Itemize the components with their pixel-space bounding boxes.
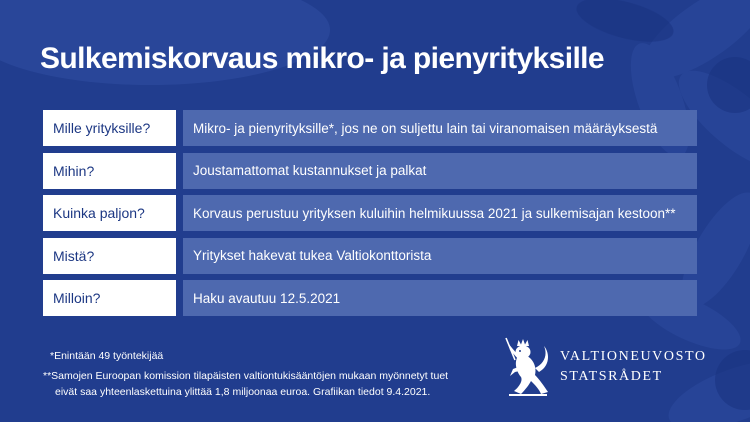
row-answer: Haku avautuu 12.5.2021	[183, 280, 697, 316]
footnote-employees: *Enintään 49 työntekijää	[50, 350, 164, 362]
qa-row	[43, 195, 697, 231]
row-answer: Yritykset hakevat tukea Valtiokonttorista	[183, 238, 697, 274]
qa-row	[43, 110, 697, 146]
row-answer: Mikro- ja pienyrityksille*, jos ne on suljettu lain tai viranomaisen määräyksestä	[183, 110, 697, 146]
row-question: Kuinka paljon?	[43, 195, 176, 231]
row-question: Mille yrityksille?	[43, 110, 176, 146]
row-question: Mistä?	[43, 238, 176, 274]
logo-text-finnish: VALTIONEUVOSTO	[560, 349, 707, 364]
page-title: Sulkemiskorvaus mikro- ja pienyrityksille	[40, 42, 605, 75]
qa-row	[43, 280, 697, 316]
row-question: Milloin?	[43, 280, 176, 316]
row-answer: Joustamattomat kustannukset ja palkat	[183, 153, 697, 189]
qa-table	[43, 110, 697, 316]
footnote-state-aid-line2: eivät saa yhteenlaskettuina ylittää 1,8 miljoonaa euroa. Grafiikan tiedot 9.4.2021.	[55, 386, 431, 398]
qa-row	[43, 153, 697, 189]
row-answer: Korvaus perustuu yrityksen kuluihin helmikuussa 2021 ja sulkemisajan kestoon**	[183, 195, 697, 231]
qa-row	[43, 238, 697, 274]
footnote-state-aid-line1: **Samojen Euroopan komission tilapäisten valtiontukisääntöjen mukaan myönnetyt tuet	[43, 370, 449, 382]
logo-text-swedish: STATSRÅDET	[560, 369, 663, 384]
valtioneuvosto-logo	[503, 337, 718, 399]
row-question: Mihin?	[43, 153, 176, 189]
lion-emblem-icon	[503, 337, 553, 397]
